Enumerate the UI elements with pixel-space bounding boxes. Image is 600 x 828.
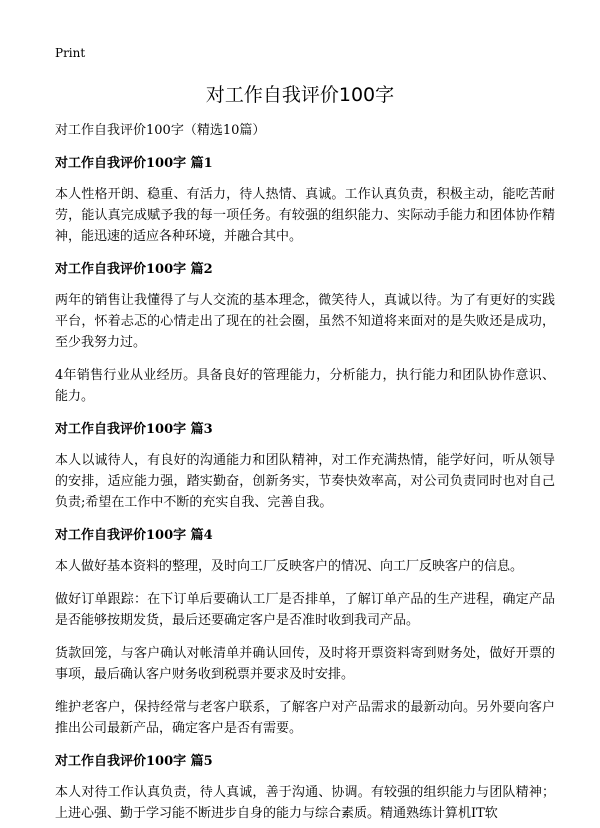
- section-heading: 对工作自我评价100字 篇1: [55, 156, 213, 171]
- document-body: [55, 120, 555, 828]
- section-heading: 对工作自我评价100字 篇2: [55, 262, 213, 277]
- paragraph: 做好订单跟踪：在下订单后要确认工厂是否排单，了解订单产品的生产进程，确定产品是否能够按期发货，最后还要确定客户是否准时收到我司产品。: [55, 592, 555, 628]
- print-link[interactable]: Print: [55, 46, 86, 60]
- paragraph: 维护老客户，保持经常与老客户联系，了解客户对产品需求的最新动向。另外要向客户推出公司最新产品，确定客户是否有需要。: [55, 700, 555, 736]
- paragraph: 本人对待工作认真负责，待人真诚，善于沟通、协调。有较强的组织能力与团队精神；上进心强、勤于学习能不断进步自身的能力与综合素质。精通熟练计算机IT软: [55, 785, 555, 821]
- section-heading: 对工作自我评价100字 篇4: [55, 528, 213, 543]
- paragraph: 两年的销售让我懂得了与人交流的基本理念，微笑待人，真诚以待。为了有更好的实践平台，怀着忐忑的心情走出了现在的社会圈，虽然不知道将来面对的是失败还是成功，至少我努力过。: [55, 293, 555, 350]
- paragraph: 本人做好基本资料的整理，及时向工厂反映客户的情况、向工厂反映客户的信息。: [55, 559, 524, 574]
- paragraph: 货款回笼，与客户确认对帐清单并确认回传，及时将开票资料寄到财务处，做好开票的事项，最后确认客户财务收到税票并要求及时安排。: [55, 646, 555, 682]
- section-heading: 对工作自我评价100字 篇3: [55, 422, 213, 437]
- paragraph: 4年销售行业从业经历。具备良好的管理能力，分析能力，执行能力和团队协作意识、能力。: [55, 368, 555, 404]
- document-subtitle: 对工作自我评价100字（精选10篇）: [55, 123, 266, 138]
- section-heading: 对工作自我评价100字 篇5: [55, 754, 213, 769]
- paragraph: 本人以诚待人，有良好的沟通能力和团队精神，对工作充满热情，能学好问，听从领导的安排，适应能力强，踏实勤奋，创新务实，节奏快效率高，对公司负责同时也对自己负责;希望在工作中不断的充实自我、完善自我。: [55, 453, 555, 510]
- document-title: 对工作自我评价100字: [205, 84, 395, 106]
- paragraph: 本人性格开朗、稳重、有活力，待人热情、真诚。工作认真负责，积极主动，能吃苦耐劳，能认真完成赋予我的每一项任务。有较强的组织能力、实际动手能力和团体协作精神，能迅速的适应各种环境，并融合其中。: [55, 187, 555, 244]
